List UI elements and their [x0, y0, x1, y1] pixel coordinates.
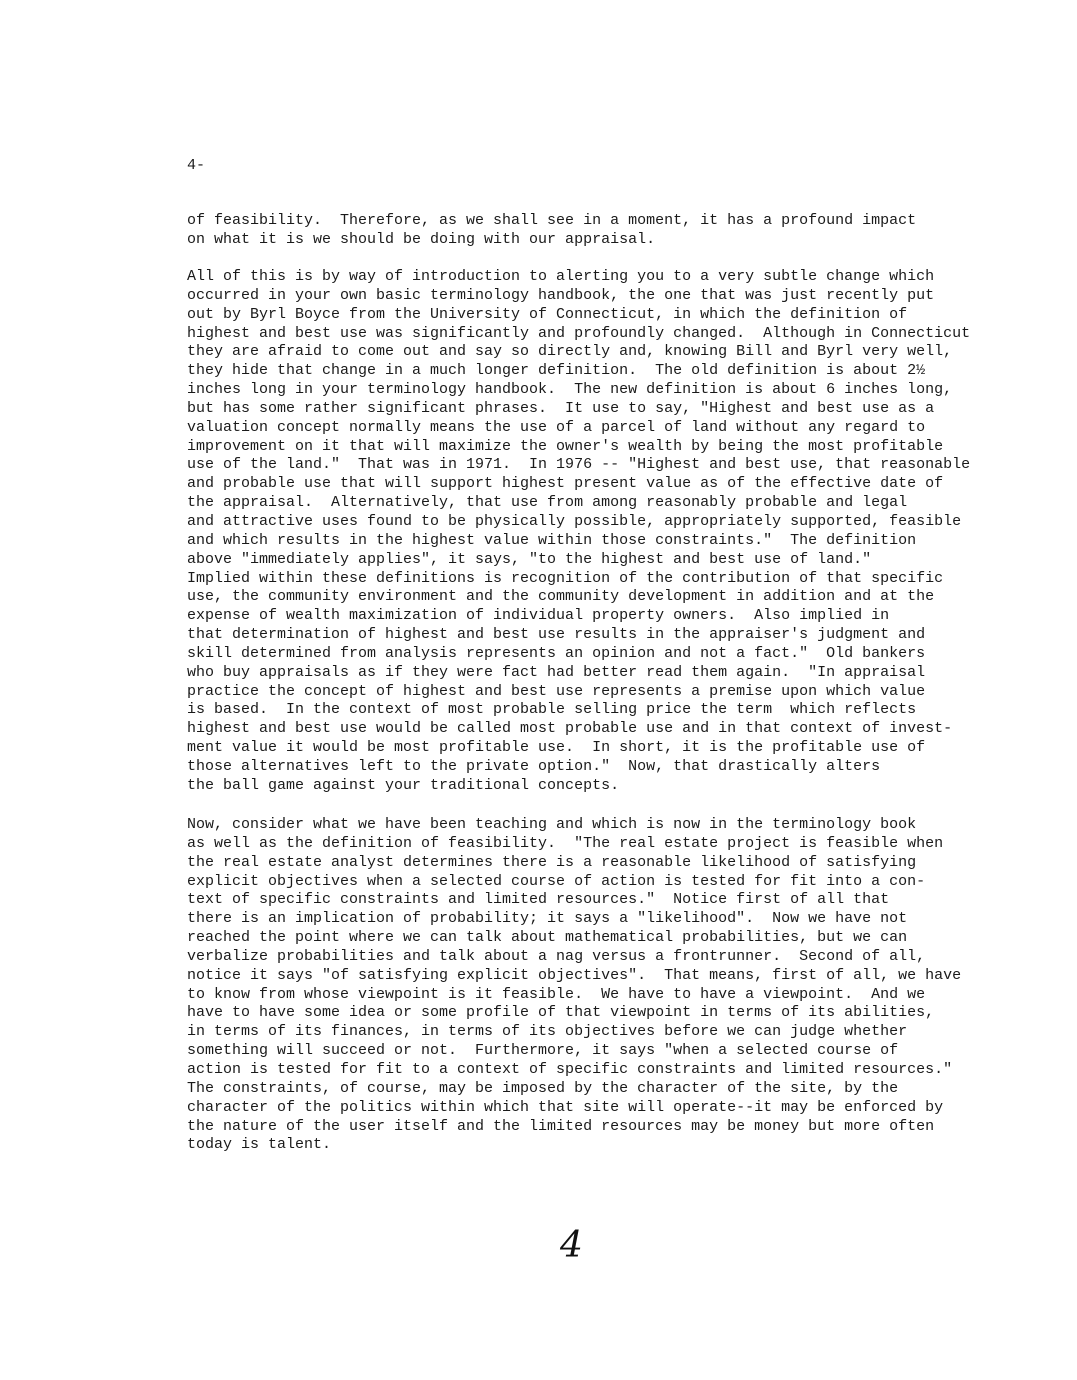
- page-number-header: 4-: [187, 157, 206, 174]
- text-line: All of this is by way of introduction to alerting you to a very subtle change which: [187, 268, 935, 285]
- text-line: they are afraid to come out and say so directly and, knowing Bill and Byrl very well,: [187, 343, 953, 361]
- text-line: and probable use that will support highest present value as of the effective date of: [187, 475, 944, 493]
- text-line: and which results in the highest value within those constraints." The definition: [187, 531, 917, 549]
- text-line: is based. In the context of most probable selling price the term which reflects: [187, 701, 917, 719]
- text-line: who buy appraisals as if they were fact had better read them again. "In appraisal: [187, 663, 926, 681]
- text-line: inches long in your terminology handbook. The new definition is about 6 inches long,: [187, 381, 953, 399]
- text-line: Implied within these definitions is recognition of the contribution of that specific: [187, 569, 944, 587]
- paragraph-1: [187, 212, 1067, 250]
- text-line: verbalize probabilities and talk about a nag versus a frontrunner. Second of all,: [187, 947, 926, 965]
- text-line: notice it says "of satisfying explicit objectives". That means, first of all, we have: [187, 966, 962, 984]
- text-line: text of specific constraints and limited resources." Notice first of all that: [187, 891, 890, 909]
- text-line: reached the point where we can talk about mathematical probabilities, but we can: [187, 929, 908, 947]
- text-line: of feasibility. Therefore, as we shall see in a moment, it has a profound impact: [187, 212, 917, 229]
- text-line: those alternatives left to the private option." Now, that drastically alters: [187, 757, 881, 775]
- text-line: Now, consider what we have been teaching and which is now in the terminology book: [187, 816, 917, 833]
- text-line: they hide that change in a much longer definition. The old definition is about 2½: [187, 362, 926, 380]
- paragraph-3: [187, 816, 1067, 1155]
- text-line: skill determined from analysis represents an opinion and not a fact." Old bankers: [187, 644, 926, 662]
- paragraph-2: [187, 268, 1067, 796]
- text-line: as well as the definition of feasibility. "The real estate project is feasible when: [187, 834, 944, 852]
- text-line: occurred in your own basic terminology handbook, the one that was just recently put: [187, 286, 935, 304]
- text-line: highest and best use was significantly and profoundly changed. Although in Connecticut: [187, 324, 971, 342]
- text-line: use of the land." That was in 1971. In 1976 -- "Highest and best use, that reasonable: [187, 456, 971, 474]
- text-line: above "immediately applies", it says, "to the highest and best use of land.": [187, 550, 872, 568]
- text-line: the appraisal. Alternatively, that use from among reasonably probable and legal: [187, 494, 908, 512]
- text-line: that determination of highest and best use results in the appraiser's judgment and: [187, 626, 926, 644]
- text-line: practice the concept of highest and best use represents a premise upon which value: [187, 682, 926, 700]
- text-line: to know from whose viewpoint is it feasible. We have to have a viewpoint. And we: [187, 985, 926, 1003]
- text-line: out by Byrl Boyce from the University of Connecticut, in which the definition of: [187, 305, 908, 323]
- text-line: action is tested for fit to a context of specific constraints and limited resources.": [187, 1060, 953, 1078]
- text-line: use, the community environment and the community development in addition and at the: [187, 588, 935, 606]
- text-line: but has some rather significant phrases. It use to say, "Highest and best use as a: [187, 399, 935, 417]
- text-line: highest and best use would be called most probable use and in that context of invest-: [187, 720, 953, 738]
- text-line: expense of wealth maximization of individual property owners. Also implied in: [187, 607, 890, 625]
- text-line: and attractive uses found to be physically possible, appropriately supported, feasible: [187, 512, 962, 530]
- handwritten-page-number: 4: [560, 1225, 583, 1266]
- text-line: something will succeed or not. Furthermore, it says "when a selected course of: [187, 1042, 899, 1060]
- text-line: the real estate analyst determines there is a reasonable likelihood of satisfying: [187, 853, 917, 871]
- text-line: The constraints, of course, may be imposed by the character of the site, by the: [187, 1079, 899, 1097]
- text-line: the ball game against your traditional concepts.: [187, 776, 620, 794]
- text-line: valuation concept normally means the use of a parcel of land without any regard to: [187, 418, 926, 436]
- text-line: improvement on it that will maximize the owner's wealth by being the most profitable: [187, 437, 944, 455]
- text-line: on what it is we should be doing with our appraisal.: [187, 230, 656, 248]
- text-line: there is an implication of probability; it says a "likelihood". Now we have not: [187, 910, 908, 928]
- text-line: ment value it would be most profitable use. In short, it is the profitable use of: [187, 739, 926, 757]
- text-line: character of the politics within which that site will operate--it may be enforced by: [187, 1098, 944, 1116]
- text-line: in terms of its finances, in terms of its objectives before we can judge whether: [187, 1023, 908, 1041]
- text-line: today is talent.: [187, 1136, 332, 1154]
- text-line: the nature of the user itself and the limited resources may be money but more often: [187, 1117, 935, 1135]
- text-line: have to have some idea or some profile of that viewpoint in terms of its abilities,: [187, 1004, 935, 1022]
- text-line: explicit objectives when a selected course of action is tested for fit into a con-: [187, 872, 926, 890]
